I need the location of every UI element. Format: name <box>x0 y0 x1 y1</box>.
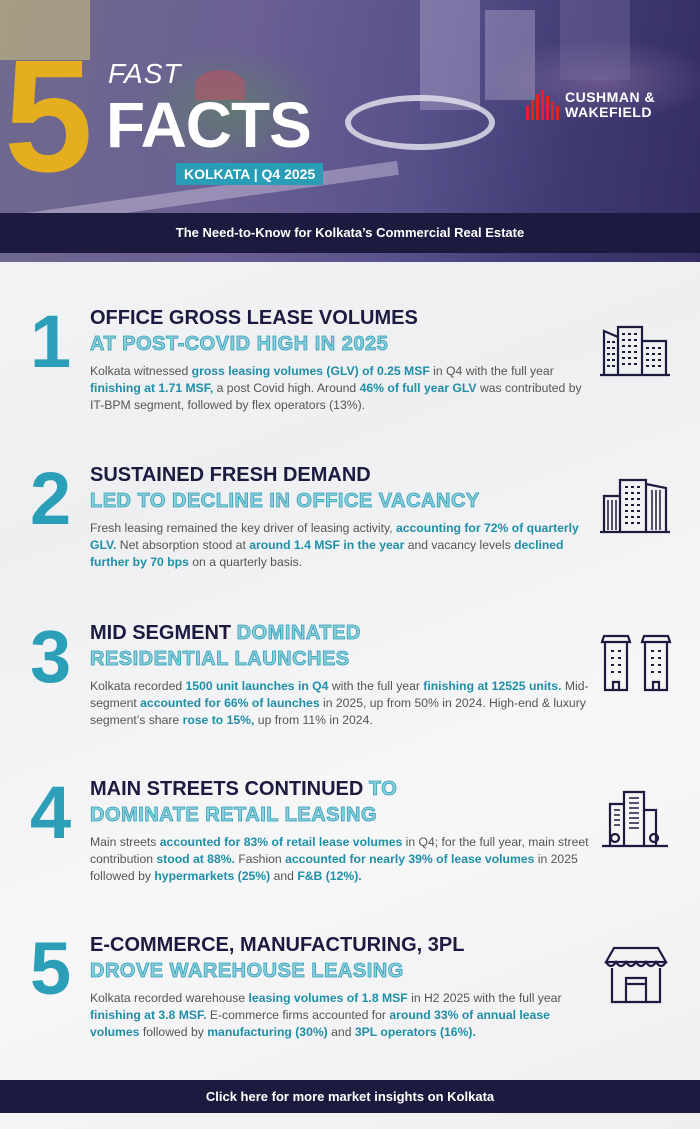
hero-subtitle: The Need-to-Know for Kolkata’s Commercial Real Estate <box>0 213 700 253</box>
fact-title <box>90 462 480 514</box>
hero-photo-building <box>560 0 630 80</box>
body-text: and <box>327 1025 355 1039</box>
fact-body <box>90 363 590 414</box>
fact-body <box>90 520 590 571</box>
fact-title-text: OFFICE GROSS LEASE VOLUMES <box>90 307 418 329</box>
fact-title-line <box>90 958 464 984</box>
fact-title-line <box>90 802 397 828</box>
fact-title <box>90 620 361 672</box>
body-text: and <box>270 869 298 883</box>
body-text: in 2025, up from 50% in 2024. High-end & luxury segment’s share <box>90 696 586 727</box>
highlight-text: accounting for 72% of quarterly GLV. <box>90 521 579 552</box>
highlight-text: F&B (12%). <box>297 869 362 883</box>
office-buildings-icon <box>598 317 674 377</box>
body-text: was contributed by IT-BPM segment, followed by flex operators (13%). <box>90 381 582 412</box>
fact-title-text: E-COMMERCE, MANUFACTURING, 3PL <box>90 934 465 956</box>
storefront-icon <box>598 944 674 1004</box>
fact-title-text: SUSTAINED FRESH DEMAND <box>90 464 371 486</box>
highlight-text: leasing volumes of 1.8 MSF <box>248 991 408 1005</box>
fact-body <box>90 678 590 729</box>
body-text: on a quarterly basis. <box>188 555 303 569</box>
residential-towers-icon <box>598 632 674 692</box>
body-text: a post Covid high. Around <box>213 381 360 395</box>
hero-facts-text: FACTS <box>106 89 311 161</box>
body-text: Fresh leasing remained the key driver of leasing activity, <box>90 521 396 535</box>
highlight-text: stood at 88%. <box>156 852 235 866</box>
body-text: with the full year <box>328 679 424 693</box>
highlight-text: 46% of full year GLV <box>359 381 477 395</box>
fact-title-line <box>90 646 361 672</box>
body-text: Fashion <box>234 852 286 866</box>
highlight-text: 1500 unit launches in Q4 <box>185 679 329 693</box>
body-text: up from 11% in 2024. <box>254 713 373 727</box>
logo-line-1: CUSHMAN & <box>565 89 656 105</box>
highlight-text: hypermarkets (25%) <box>154 869 271 883</box>
office-tower-icon <box>598 474 674 534</box>
body-text: Kolkata recorded <box>90 679 186 693</box>
fact-body <box>90 990 590 1041</box>
logo-bars-icon <box>526 90 559 120</box>
cushman-wakefield-logo <box>526 90 655 120</box>
city-buildings-trees-icon <box>598 788 674 848</box>
highlight-text: declined further by 70 bps <box>90 538 564 569</box>
hero-photo-ring <box>345 95 495 150</box>
market-insights-link[interactable]: Click here for more market insights on Kolkata <box>0 1080 700 1113</box>
fact-title-outline-text: DROVE WAREHOUSE LEASING <box>90 960 404 982</box>
fact-title-outline-text: TO <box>368 778 398 800</box>
fact-number: 3 <box>30 615 72 698</box>
body-text: E-commerce firms accounted for <box>206 1008 390 1022</box>
fact-number: 2 <box>30 457 72 540</box>
fact-number: 1 <box>30 300 72 383</box>
body-text: in H2 2025 with the full year <box>407 991 562 1005</box>
body-text: Main streets <box>90 835 160 849</box>
fact-title-text: MID SEGMENT <box>90 622 237 644</box>
fact-title-outline-text: AT POST-COVID HIGH IN 2025 <box>90 333 389 355</box>
body-text: Mid-segment <box>90 679 589 710</box>
hero-banner <box>0 0 700 262</box>
hero-number: 5 <box>4 26 93 205</box>
fact-title-outline-text: DOMINATED <box>236 622 361 644</box>
highlight-text: gross leasing volumes (GLV) of 0.25 MSF <box>191 364 430 378</box>
body-text: Net absorption stood at <box>116 538 250 552</box>
fact-number: 4 <box>30 771 72 854</box>
body-text: Kolkata recorded warehouse <box>90 991 249 1005</box>
fact-number: 5 <box>30 927 72 1010</box>
body-text: Kolkata witnessed <box>90 364 192 378</box>
hero-photo-building <box>485 10 535 100</box>
highlight-text: accounted for 83% of retail lease volumes <box>159 835 403 849</box>
highlight-text: around 1.4 MSF in the year <box>249 538 405 552</box>
fact-title-text: MAIN STREETS CONTINUED <box>90 778 369 800</box>
body-text: followed by <box>139 1025 208 1039</box>
highlight-text: accounted for 66% of launches <box>140 696 320 710</box>
logo-line-2: WAKEFIELD <box>565 104 652 120</box>
highlight-text: rose to 15%, <box>182 713 255 727</box>
highlight-text: accounted for nearly 39% of lease volumes <box>285 852 535 866</box>
highlight-text: finishing at 3.8 MSF. <box>90 1008 207 1022</box>
highlight-text: finishing at 1.71 MSF, <box>90 381 214 395</box>
hero-fast-text: FAST <box>108 58 182 89</box>
fact-title-outline-text: DOMINATE RETAIL LEASING <box>90 804 378 826</box>
fact-title <box>90 776 397 828</box>
fact-title-line <box>90 462 480 488</box>
body-text: and vacancy levels <box>404 538 515 552</box>
body-text: in Q4 with the full year <box>429 364 554 378</box>
highlight-text: around 33% of annual lease volumes <box>90 1008 550 1039</box>
fact-title <box>90 932 464 984</box>
fact-title-line <box>90 305 418 331</box>
fact-title-line <box>90 331 418 357</box>
fact-title-line <box>90 488 480 514</box>
location-period-tag: KOLKATA | Q4 2025 <box>176 163 323 185</box>
hero-photo-building <box>420 0 480 110</box>
fact-title-line <box>90 620 361 646</box>
highlight-text: 3PL operators (16%). <box>354 1025 476 1039</box>
fact-title-line <box>90 932 464 958</box>
highlight-text: finishing at 12525 units. <box>423 679 562 693</box>
fact-title-line <box>90 776 397 802</box>
fact-title-outline-text: LED TO DECLINE IN OFFICE VACANCY <box>90 490 480 512</box>
body-text: in Q4; for the full year, main street contribution <box>90 835 589 866</box>
fact-title <box>90 305 418 357</box>
body-text: in 2025 followed by <box>90 852 578 883</box>
fact-body <box>90 834 590 885</box>
fact-title-outline-text: RESIDENTIAL LAUNCHES <box>90 648 350 670</box>
highlight-text: manufacturing (30%) <box>207 1025 328 1039</box>
